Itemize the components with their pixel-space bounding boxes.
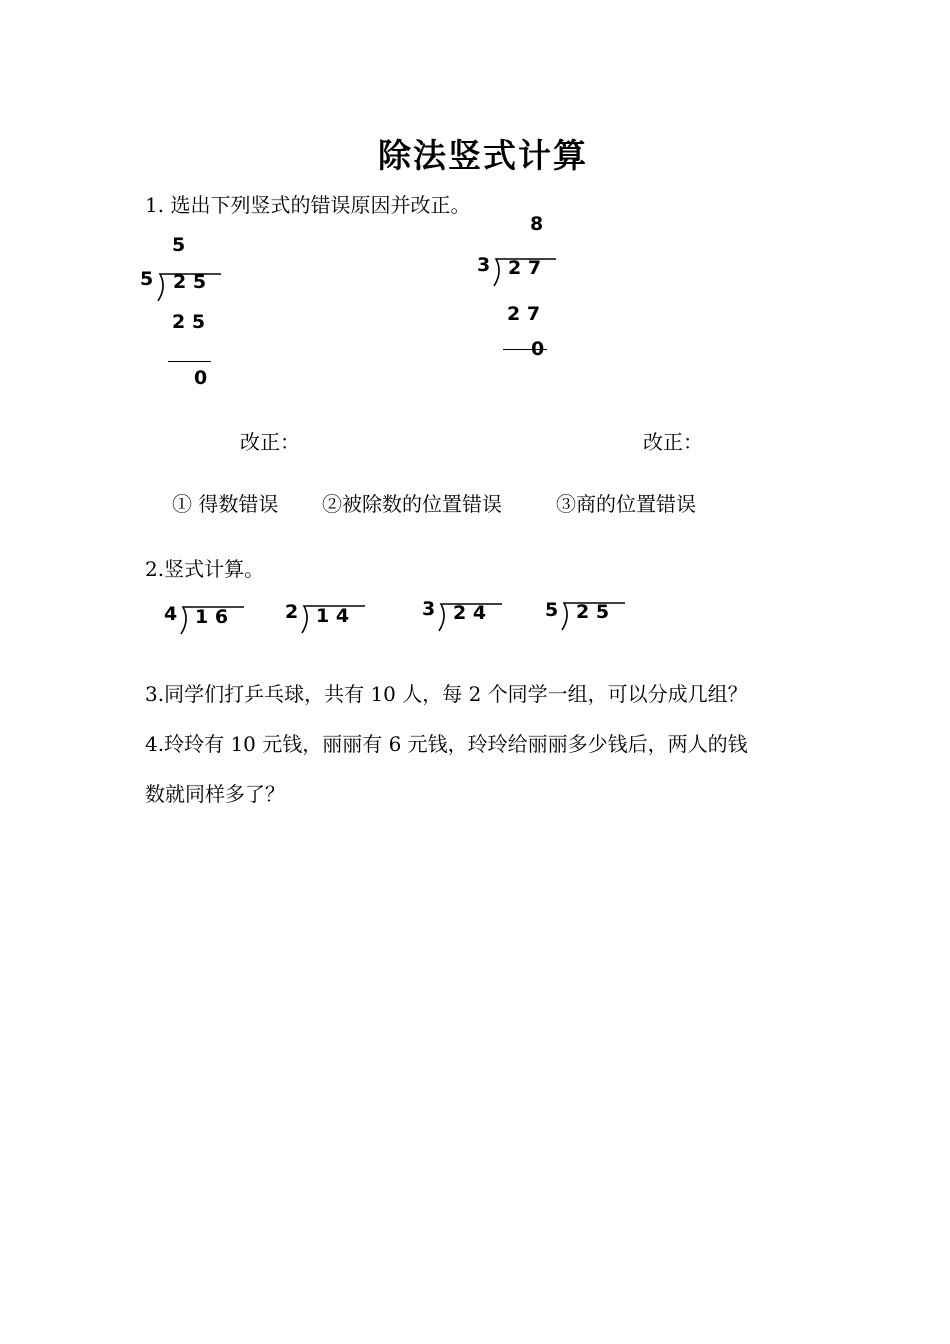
example-b-product: 2 7 bbox=[507, 303, 541, 325]
option-2: ②被除数的位置错误 bbox=[322, 492, 502, 516]
example-b-remainder: 0 bbox=[531, 338, 545, 360]
problem-4-dividend: 2 5 bbox=[576, 601, 610, 623]
problem-1-divisor: 4 bbox=[164, 603, 178, 625]
question-4-line-1: 4.玲玲有 10 元钱，丽丽有 6 元钱，玲玲给丽丽多少钱后，两人的钱 bbox=[145, 732, 748, 756]
problem-2-divisor: 2 bbox=[285, 601, 299, 623]
example-a-correction-label: 改正： bbox=[240, 430, 300, 454]
example-b-dividend: 2 7 bbox=[508, 257, 542, 279]
example-a-dividend: 2 5 bbox=[173, 271, 207, 293]
example-b-divisor: 3 bbox=[477, 254, 491, 276]
problem-2-dividend: 1 4 bbox=[316, 605, 350, 627]
problem-4-divisor: 5 bbox=[545, 599, 559, 621]
option-1: ① 得数错误 bbox=[172, 492, 279, 516]
example-b-correction-label: 改正： bbox=[643, 430, 703, 454]
example-a-remainder: 0 bbox=[194, 367, 208, 389]
example-b-quotient: 8 bbox=[530, 213, 544, 235]
problem-3-dividend: 2 4 bbox=[453, 602, 487, 624]
question-4-line-2: 数就同样多了？ bbox=[145, 782, 285, 806]
example-a-divisor: 5 bbox=[140, 268, 154, 290]
problem-1-dividend: 1 6 bbox=[195, 606, 229, 628]
example-a-subtraction-line bbox=[168, 361, 211, 362]
question-1-prompt: 1. 选出下列竖式的错误原因并改正。 bbox=[145, 193, 471, 217]
problem-3-divisor: 3 bbox=[422, 598, 436, 620]
page-title: 除法竖式计算 bbox=[378, 136, 588, 175]
example-a-product: 2 5 bbox=[172, 311, 206, 333]
option-3: ③商的位置错误 bbox=[556, 492, 696, 516]
question-3-text: 3.同学们打乒乓球，共有 10 人，每 2 个同学一组，可以分成几组？ bbox=[145, 682, 748, 706]
example-a-quotient: 5 bbox=[172, 234, 186, 256]
question-2-prompt: 2.竖式计算。 bbox=[145, 557, 265, 581]
